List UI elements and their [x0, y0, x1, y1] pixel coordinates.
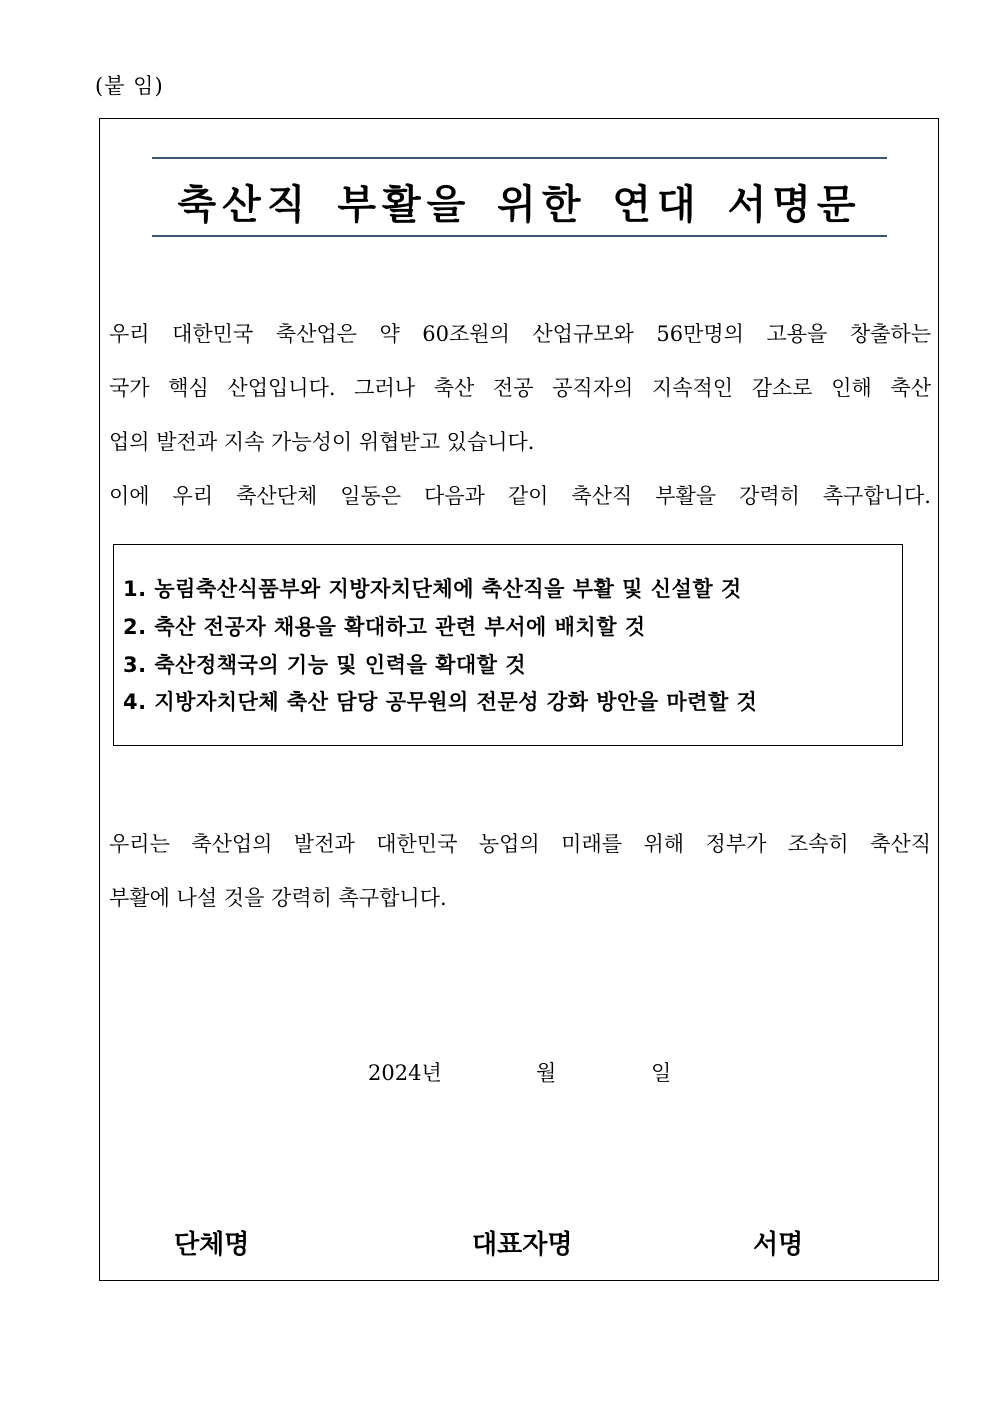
demand-item: 3. 축산정책국의 기능 및 인력을 확대할 것: [123, 653, 527, 677]
attachment-label: (붙 임): [95, 74, 164, 98]
intro-line: 이에 우리 축산단체 일동은 다음과 같이 축산직 부활을 강력히 촉구합니다.: [109, 484, 931, 508]
closing-paragraph: [109, 817, 931, 925]
title-banner: [152, 157, 887, 237]
demand-item: 4. 지방자치단체 축산 담당 공무원의 전문성 강화 방안을 마련할 것: [123, 690, 758, 714]
intro-line: 국가 핵심 산업입니다. 그러나 축산 전공 공직자의 지속적인 감소로 인해 축산: [109, 376, 931, 400]
closing-line: 부활에 나설 것을 강력히 촉구합니다.: [109, 886, 447, 910]
demand-item: 1. 농림축산식품부와 지방자치단체에 축산직을 부활 및 신설할 것: [123, 577, 742, 601]
representative-name-label: 대표자명: [472, 1230, 573, 1260]
petition-frame: [99, 118, 939, 1281]
date-month: 월: [536, 1061, 557, 1085]
closing-line: 우리는 축산업의 발전과 대한민국 농업의 미래를 위해 정부가 조속히 축산직: [109, 832, 931, 856]
intro-line: 업의 발전과 지속 가능성이 위협받고 있습니다.: [109, 430, 535, 454]
page-title: 축산직 부활을 위한 연대 서명문: [177, 181, 862, 228]
demands-box: [113, 544, 903, 746]
demand-item: 2. 축산 전공자 채용을 확대하고 관련 부서에 배치할 것: [123, 615, 646, 639]
intro-line: 우리 대한민국 축산업은 약 60조원의 산업규모와 56만명의 고용을 창출하는: [109, 322, 931, 346]
organization-name-label: 단체명: [174, 1230, 250, 1260]
date-year: 2024년: [368, 1061, 442, 1085]
date-day: 일: [651, 1061, 672, 1085]
signature-label: 서명: [753, 1230, 804, 1260]
intro-paragraph: [109, 307, 931, 523]
